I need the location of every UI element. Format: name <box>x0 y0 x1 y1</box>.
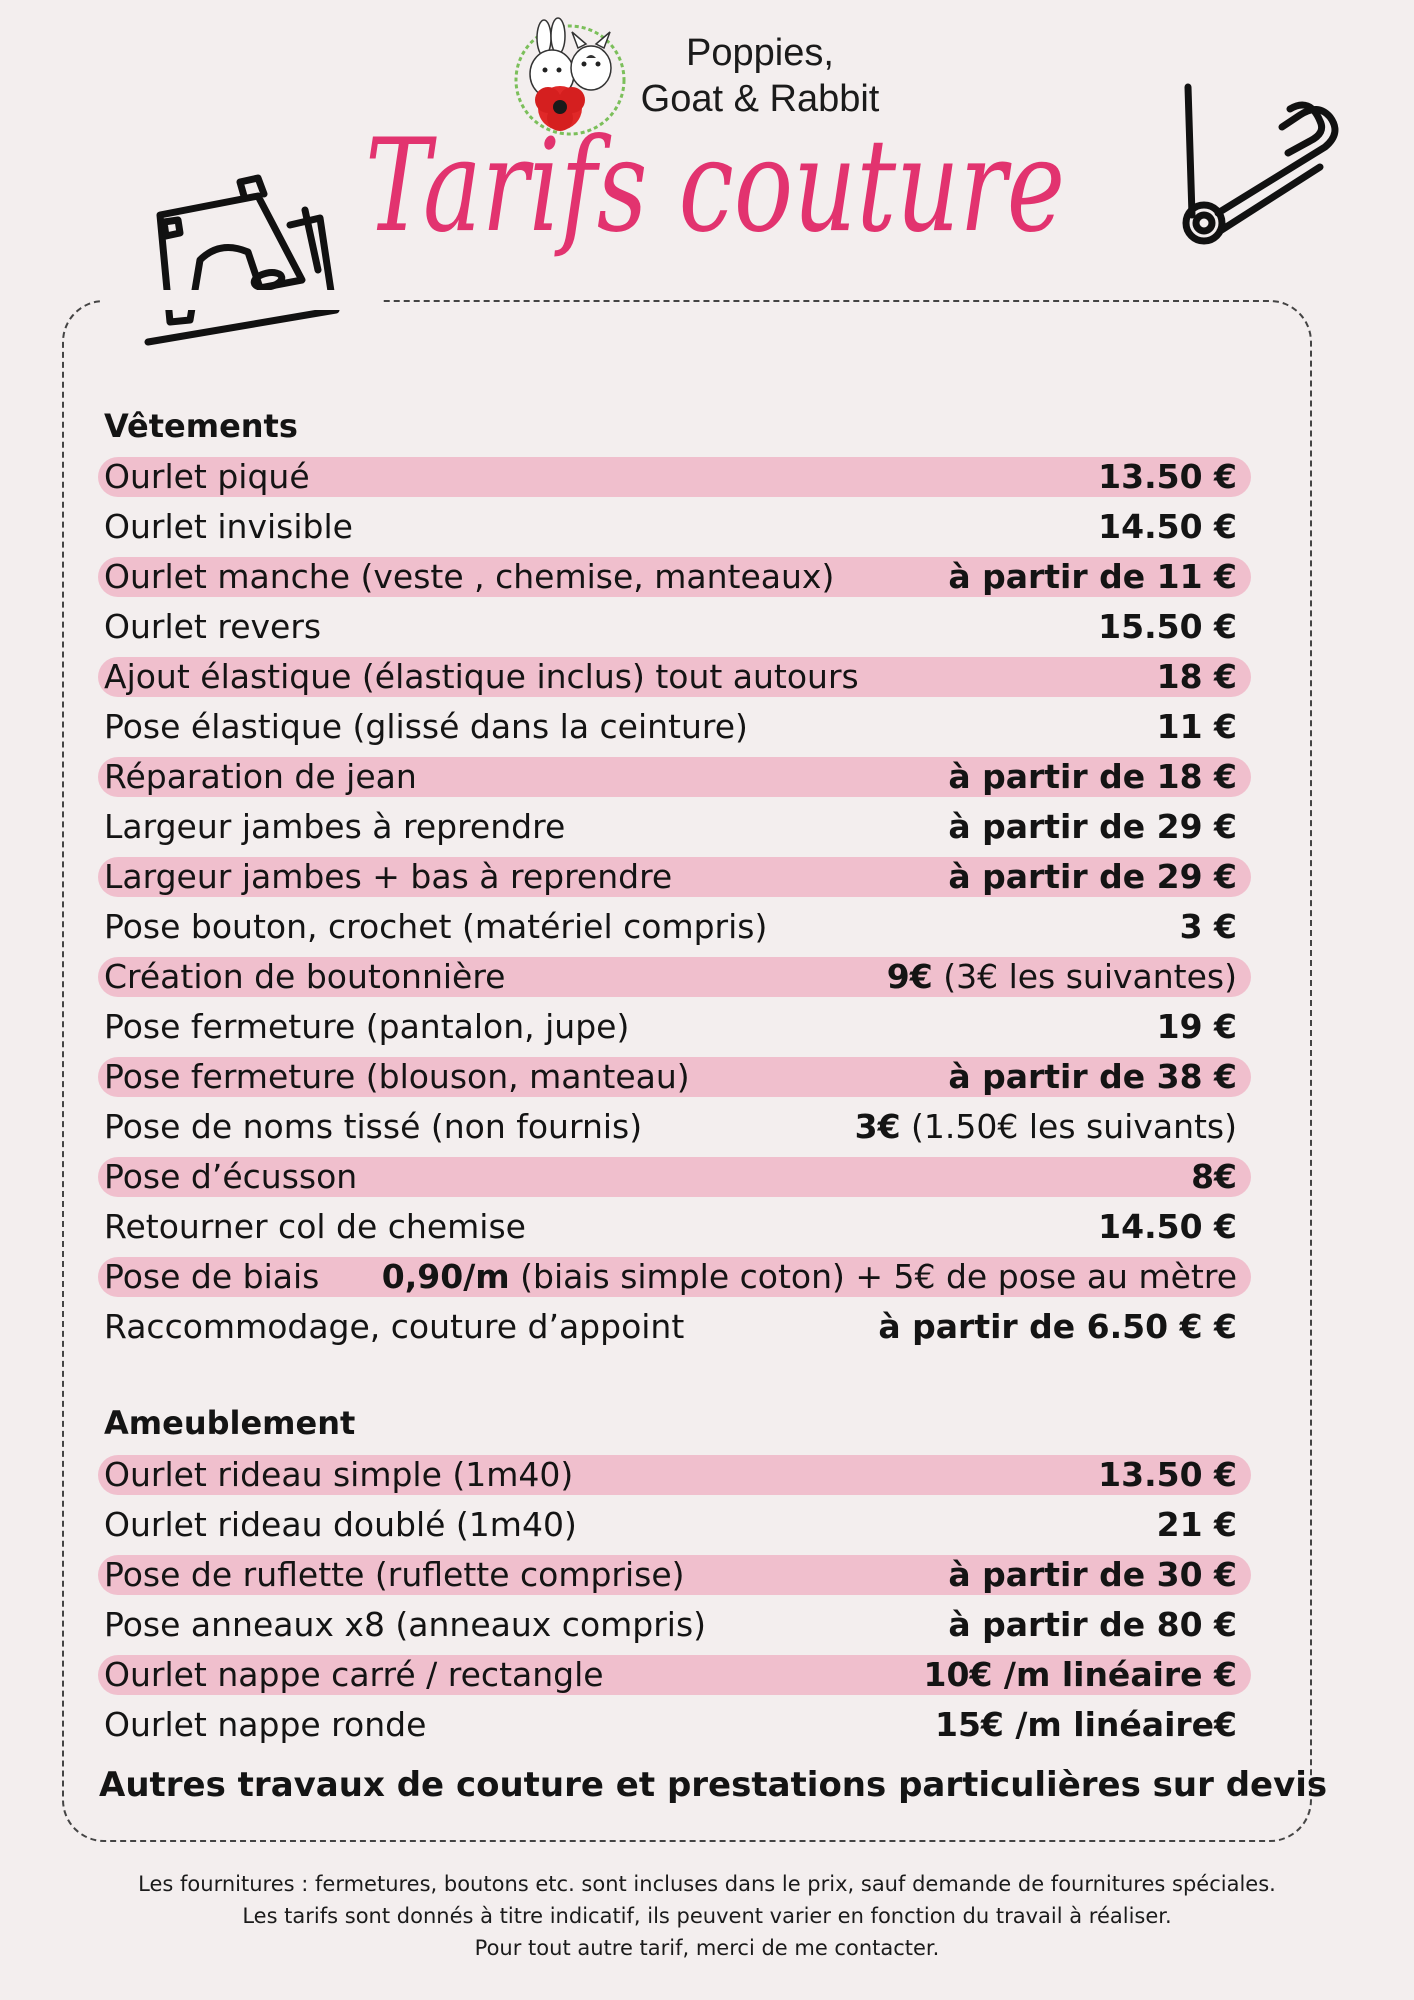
price-row-value <box>878 1307 1237 1347</box>
price-row <box>98 1555 1251 1595</box>
price-amount: 0,90/m <box>381 1257 510 1296</box>
price-row-label: Pose élastique (glissé dans la ceinture) <box>104 707 748 746</box>
price-row <box>98 1057 1251 1097</box>
price-amount: 15.50 € <box>1098 607 1237 646</box>
price-row-value <box>948 807 1237 847</box>
section-title-ameublement: Ameublement <box>104 1404 356 1442</box>
price-row <box>98 457 1251 497</box>
price-amount: 10€ /m linéaire € <box>923 1655 1237 1694</box>
price-amount: à partir de 29 € <box>948 857 1237 896</box>
price-row <box>98 1157 1251 1197</box>
price-row-value <box>1157 1505 1237 1545</box>
price-row <box>98 1655 1251 1695</box>
price-row-value <box>1098 507 1237 547</box>
price-row-label: Pose fermeture (pantalon, jupe) <box>104 1007 630 1046</box>
footer-line: Les fournitures : fermetures, boutons etc. sont incluses dans le prix, sauf demande de fournitures spéciales. <box>138 1872 1276 1896</box>
footer-line: Pour tout autre tarif, merci de me contacter. <box>474 1936 940 1960</box>
price-row-value <box>924 1655 1237 1695</box>
price-row <box>98 857 1251 897</box>
price-row <box>98 957 1251 997</box>
price-row <box>98 1505 1251 1545</box>
price-row-value <box>948 757 1237 797</box>
price-row <box>98 907 1251 947</box>
price-row-value <box>1098 1207 1237 1247</box>
price-row-value <box>1157 657 1237 697</box>
price-row-label: Ourlet nappe ronde <box>104 1705 427 1744</box>
price-amount: 13.50 € <box>1098 457 1237 496</box>
price-row-label: Ourlet manche (veste , chemise, manteaux) <box>104 557 835 596</box>
footer-note <box>0 1868 1414 1964</box>
price-amount: 15€ /m linéaire€ <box>935 1705 1237 1744</box>
price-amount: à partir de 6.50 € € <box>878 1307 1237 1346</box>
price-row-label: Largeur jambes à reprendre <box>104 807 566 846</box>
price-amount: à partir de 18 € <box>948 757 1237 796</box>
price-row-label: Retourner col de chemise <box>104 1207 526 1246</box>
price-row <box>98 1455 1251 1495</box>
price-row <box>98 1257 1251 1297</box>
price-row <box>98 807 1251 847</box>
price-row <box>98 657 1251 697</box>
price-row-value <box>1098 607 1237 647</box>
price-row <box>98 707 1251 747</box>
price-amount: 19 € <box>1156 1007 1237 1046</box>
price-amount: 13.50 € <box>1098 1455 1237 1494</box>
price-row-label: Pose d’écusson <box>104 1157 358 1196</box>
price-row <box>98 607 1251 647</box>
safety-pin-icon <box>1170 75 1350 260</box>
page-title <box>360 100 1080 300</box>
price-row <box>98 557 1251 597</box>
price-row-label: Pose de noms tissé (non fournis) <box>104 1107 643 1146</box>
price-row-value <box>948 1057 1237 1097</box>
price-row-label: Ourlet piqué <box>104 457 310 496</box>
price-row-value <box>1098 1455 1237 1495</box>
price-row-value <box>855 1107 1237 1147</box>
price-row-value <box>948 1605 1237 1645</box>
price-row-value <box>935 1705 1237 1745</box>
brand-name-line1: Poppies, <box>686 32 834 74</box>
price-row-label: Pose fermeture (blouson, manteau) <box>104 1057 690 1096</box>
price-row-label: Réparation de jean <box>104 757 417 796</box>
price-row-value <box>948 857 1237 897</box>
price-amount: 14.50 € <box>1098 507 1237 546</box>
price-amount: à partir de 38 € <box>948 1057 1237 1096</box>
price-note: (biais simple coton) + 5€ de pose au mètre <box>509 1257 1237 1296</box>
price-row-label: Raccommodage, couture d’appoint <box>104 1307 685 1346</box>
price-row-value <box>948 557 1237 597</box>
price-row-label: Pose de biais <box>104 1257 320 1296</box>
footer-line: Les tarifs sont donnés à titre indicatif, ils peuvent varier en fonction du travail à réaliser. <box>242 1904 1172 1928</box>
price-row-label: Création de boutonnière <box>104 957 506 996</box>
price-row-label: Pose anneaux x8 (anneaux compris) <box>104 1605 707 1644</box>
price-row-label: Ourlet rideau doublé (1m40) <box>104 1505 577 1544</box>
price-amount: 14.50 € <box>1098 1207 1237 1246</box>
price-row-value <box>382 1257 1237 1297</box>
price-row <box>98 1107 1251 1147</box>
price-amount: 3 € <box>1179 907 1237 946</box>
price-row-value <box>887 957 1237 997</box>
price-row-value <box>1098 457 1237 497</box>
price-row-label: Ourlet nappe carré / rectangle <box>104 1655 604 1694</box>
price-amount: à partir de 80 € <box>948 1605 1237 1644</box>
price-note: (1.50€ les suivants) <box>900 1107 1237 1146</box>
price-row <box>98 1207 1251 1247</box>
price-row <box>98 1307 1251 1347</box>
price-row-label: Ourlet invisible <box>104 507 353 546</box>
section-title-vetements: Vêtements <box>104 407 298 445</box>
price-row-label: Ajout élastique (élastique inclus) tout autours <box>104 657 859 696</box>
price-row-value <box>1157 707 1237 747</box>
price-row-label: Ourlet revers <box>104 607 322 646</box>
page-title-text: Tarifs couture <box>365 112 1065 261</box>
price-row <box>98 1605 1251 1645</box>
price-row-label: Largeur jambes + bas à reprendre <box>104 857 673 896</box>
price-row-value <box>1191 1157 1237 1197</box>
price-row <box>98 507 1251 547</box>
price-row-label: Pose de ruflette (ruflette comprise) <box>104 1555 685 1594</box>
price-amount: 8€ <box>1191 1157 1237 1196</box>
price-amount: 18 € <box>1156 657 1237 696</box>
brand-name-line2: Goat & Rabbit <box>640 78 880 120</box>
price-amount: à partir de 30 € <box>948 1555 1237 1594</box>
price-row-label: Pose bouton, crochet (matériel compris) <box>104 907 768 946</box>
price-row-label: Ourlet rideau simple (1m40) <box>104 1455 574 1494</box>
price-amount: 21 € <box>1156 1505 1237 1544</box>
price-row <box>98 1007 1251 1047</box>
devis-note: Autres travaux de couture et prestations particulières sur devis <box>99 1765 1328 1805</box>
price-amount: 9€ <box>886 957 933 996</box>
price-row <box>98 757 1251 797</box>
price-row-value <box>948 1555 1237 1595</box>
price-note: (3€ les suivantes) <box>932 957 1237 996</box>
price-amount: à partir de 11 € <box>948 557 1237 596</box>
price-amount: à partir de 29 € <box>948 807 1237 846</box>
price-amount: 3€ <box>854 1107 901 1146</box>
price-row-value <box>1180 907 1237 947</box>
price-row-value <box>1157 1007 1237 1047</box>
price-amount: 11 € <box>1156 707 1237 746</box>
price-row <box>98 1705 1251 1745</box>
